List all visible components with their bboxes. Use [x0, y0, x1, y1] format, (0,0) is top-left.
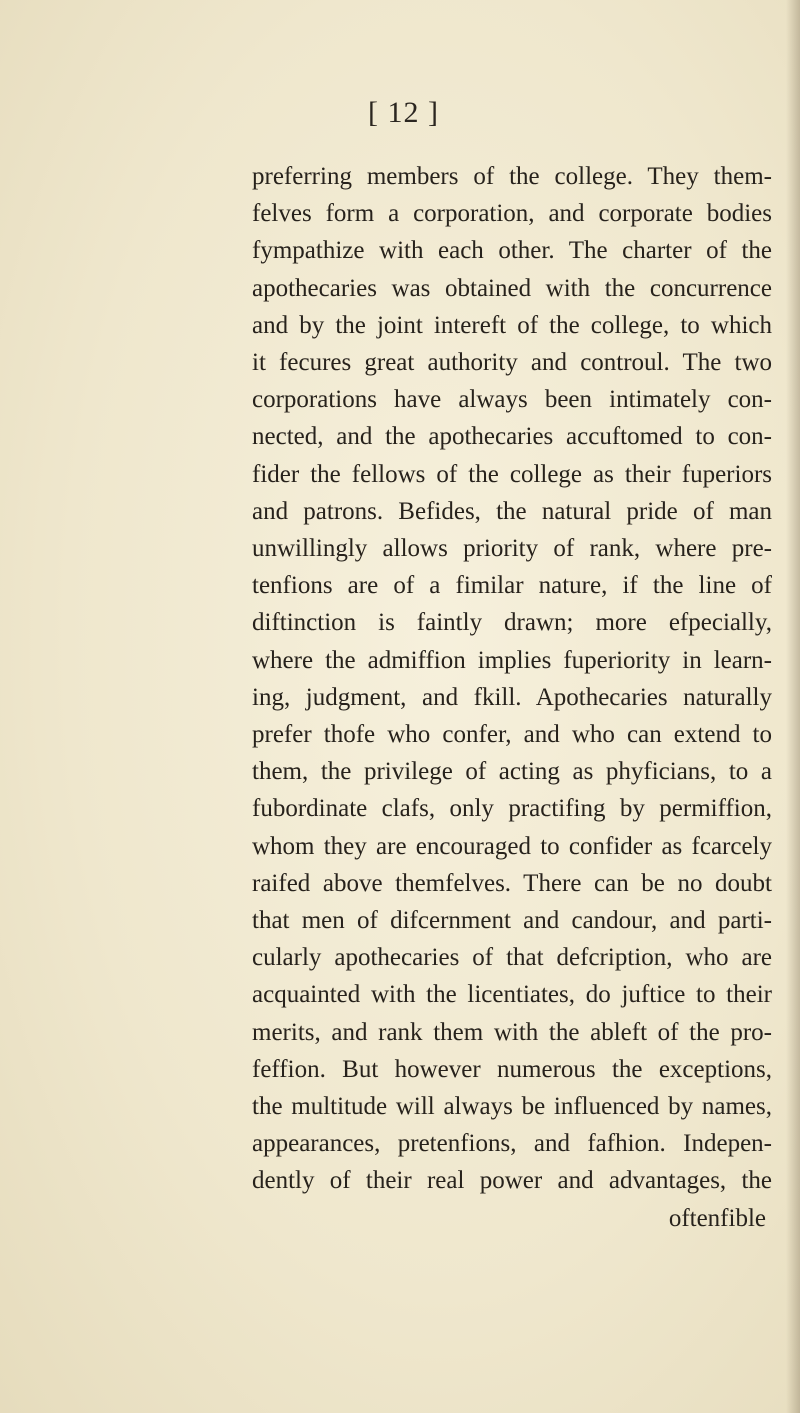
text-line: tenfions are of a fimilar nature, if the line of	[252, 572, 772, 600]
text-line: and patrons. Befides, the natural pride of man	[252, 497, 772, 525]
text-line: and by the joint intereft of the college, to which	[252, 311, 772, 339]
text-line: where the admiffion implies fuperiority in learn-	[252, 646, 772, 674]
text-line: cularly apothecaries of that defcription, who are	[252, 944, 772, 972]
text-line: that men of difcernment and candour, and parti-	[252, 907, 772, 935]
text-line: raifed above themfelves. There can be no doubt	[252, 869, 772, 897]
text-line: unwillingly allows priority of rank, where pre-	[252, 535, 772, 563]
text-line: whom they are encouraged to confider as fcarcely	[252, 832, 772, 860]
text-line: preferring members of the college. They them-	[252, 163, 772, 190]
text-line: corporations have always been intimately con-	[252, 386, 772, 414]
page-edge-shadow	[786, 0, 800, 1413]
text-line: merits, and rank them with the ableft of the pro-	[252, 1018, 772, 1046]
text-line: the multitude will always be influenced by names,	[252, 1093, 772, 1121]
catchword: oftenfible	[668, 1204, 766, 1232]
text-line: it fecures great authority and controul. The two	[252, 349, 772, 377]
text-line: apothecaries was obtained with the concurrence	[252, 274, 772, 302]
text-line: felves form a corporation, and corporate bodies	[252, 200, 772, 228]
text-line: fubordinate clafs, only practifing by permiffion,	[252, 795, 772, 823]
text-line: fympathize with each other. The charter of the	[252, 237, 772, 265]
text-line: fider the fellows of the college as their fuperiors	[252, 460, 772, 488]
text-line: appearances, pretenfions, and fafhion. Indepen-	[252, 1130, 772, 1158]
text-line: prefer thofe who confer, and who can extend to	[252, 721, 772, 749]
body-text	[252, 158, 772, 1237]
page-number: [ 12 ]	[368, 96, 439, 129]
text-line: them, the privilege of acting as phyficians, to a	[252, 758, 772, 786]
text-line: dently of their real power and advantages, the	[252, 1167, 772, 1195]
text-line: ing, judgment, and fkill. Apothecaries naturally	[252, 683, 772, 711]
text-line: diftinction is faintly drawn; more efpecially,	[252, 609, 772, 637]
text-line: feffion. But however numerous the exceptions,	[252, 1055, 772, 1083]
text-line: acquainted with the licentiates, do juftice to their	[252, 981, 772, 1009]
text-line: nected, and the apothecaries accuftomed to con-	[252, 423, 772, 451]
